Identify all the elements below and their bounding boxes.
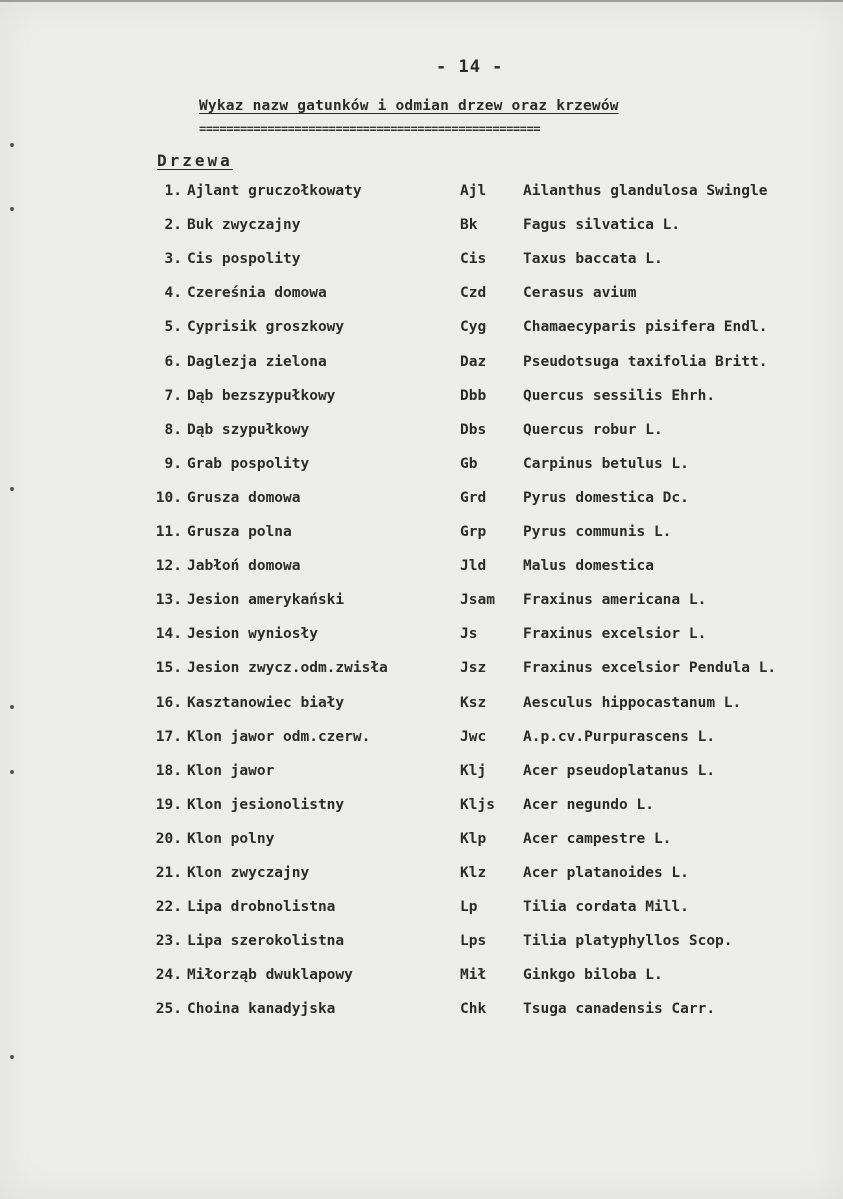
latin-name: Malus domestica: [523, 558, 654, 575]
item-number: 3.: [164, 251, 182, 268]
polish-name: Jesion amerykański: [187, 592, 345, 609]
abbreviation: Kljs: [460, 796, 495, 813]
item-number: 13.: [155, 592, 182, 609]
abbreviation: Ajl: [460, 183, 487, 199]
item-number: 16.: [155, 694, 182, 711]
latin-name: Ailanthus glandulosa Swingle: [523, 183, 768, 199]
polish-name: Klon polny: [187, 830, 275, 847]
latin-name: Cerasus avium: [523, 285, 637, 302]
latin-name: Fagus silvatica L.: [523, 217, 681, 234]
latin-name: Fraxinus excelsior Pendula L.: [523, 660, 777, 677]
latin-name: Chamaecyparis pisifera Endl.: [523, 319, 768, 336]
item-number: 19.: [155, 796, 182, 813]
abbreviation: Dbs: [460, 421, 487, 438]
abbreviation: Ksz: [460, 694, 487, 711]
page-number: - 14 -: [436, 57, 504, 77]
item-number: 1.: [164, 183, 182, 199]
latin-name: Pyrus communis L.: [523, 524, 672, 540]
section-heading: Drzewa: [157, 151, 233, 170]
item-number: 20.: [155, 830, 182, 847]
list-item: [0, 899, 843, 929]
latin-name: Ginkgo biloba L.: [523, 967, 663, 984]
abbreviation: Mił: [460, 967, 487, 984]
polish-name: Grab pospolity: [187, 455, 310, 472]
polish-name: Buk zwyczajny: [187, 217, 301, 234]
polish-name: Cyprisik groszkowy: [187, 319, 345, 336]
item-number: 21.: [155, 865, 182, 881]
polish-name: Dąb szypułkowy: [187, 421, 310, 438]
polish-name: Dąb bezszypułkowy: [187, 387, 336, 404]
list-item: [0, 183, 843, 213]
abbreviation: Jld: [460, 558, 487, 575]
latin-name: Pseudotsuga taxifolia Britt.: [523, 353, 768, 370]
latin-name: A.p.cv.Purpurascens L.: [523, 728, 716, 745]
item-number: 10.: [155, 489, 182, 506]
latin-name: Taxus baccata L.: [523, 251, 663, 268]
polish-name: Ajlant gruczołkowaty: [187, 183, 362, 199]
latin-name: Carpinus betulus L.: [523, 455, 689, 472]
item-number: 9.: [164, 455, 182, 472]
list-item: [0, 797, 843, 827]
list-item: [0, 354, 843, 384]
item-number: 25.: [155, 1001, 182, 1018]
list-item: [0, 217, 843, 247]
abbreviation: Jsz: [460, 660, 487, 677]
polish-name: Lipa drobnolistna: [187, 899, 336, 916]
item-number: 14.: [155, 626, 182, 643]
item-number: 2.: [164, 217, 182, 234]
item-number: 6.: [164, 353, 182, 370]
abbreviation: Czd: [460, 285, 487, 302]
latin-name: Acer platanoides L.: [523, 865, 689, 881]
item-number: 5.: [164, 319, 182, 336]
abbreviation: Klz: [460, 865, 487, 881]
latin-name: Quercus sessilis Ehrh.: [523, 387, 716, 404]
abbreviation: Lps: [460, 933, 487, 950]
polish-name: Daglezja zielona: [187, 353, 327, 370]
list-item: [0, 865, 843, 895]
polish-name: Lipa szerokolistna: [187, 933, 345, 950]
list-item: [0, 1001, 843, 1031]
polish-name: Jesion zwycz.odm.zwisła: [187, 660, 388, 677]
list-item: [0, 660, 843, 690]
abbreviation: Chk: [460, 1001, 487, 1018]
abbreviation: Daz: [460, 353, 487, 370]
polish-name: Miłorząb dwuklapowy: [187, 967, 353, 984]
latin-name: Tsuga canadensis Carr.: [523, 1001, 716, 1018]
abbreviation: Gb: [460, 455, 478, 472]
latin-name: Tilia cordata Mill.: [523, 899, 689, 916]
polish-name: Klon jawor: [187, 762, 275, 779]
title-double-rule: ==================================================: [199, 122, 541, 136]
abbreviation: Dbb: [460, 387, 487, 404]
abbreviation: Jsam: [460, 592, 495, 609]
latin-name: Acer campestre L.: [523, 830, 672, 847]
polish-name: Klon zwyczajny: [187, 865, 310, 881]
abbreviation: Grp: [460, 524, 487, 540]
latin-name: Quercus robur L.: [523, 421, 663, 438]
list-item: [0, 831, 843, 861]
latin-name: Fraxinus excelsior L.: [523, 626, 707, 643]
latin-name: Fraxinus americana L.: [523, 592, 707, 609]
list-item: [0, 388, 843, 418]
list-item: [0, 285, 843, 315]
abbreviation: Grd: [460, 489, 487, 506]
polish-name: Jesion wyniosły: [187, 626, 318, 643]
item-number: 22.: [155, 899, 182, 916]
list-item: [0, 524, 843, 554]
list-item: [0, 251, 843, 281]
list-item: [0, 490, 843, 520]
polish-name: Kasztanowiec biały: [187, 694, 345, 711]
abbreviation: Cyg: [460, 319, 487, 336]
polish-name: Jabłoń domowa: [187, 558, 301, 575]
item-number: 23.: [155, 933, 182, 950]
item-number: 24.: [155, 967, 182, 984]
list-item: [0, 933, 843, 963]
list-item: [0, 592, 843, 622]
page-title: Wykaz nazw gatunków i odmian drzew oraz krzewów: [199, 98, 619, 114]
list-item: [0, 695, 843, 725]
item-number: 12.: [155, 558, 182, 575]
polish-name: Czereśnia domowa: [187, 285, 327, 302]
abbreviation: Bk: [460, 217, 478, 234]
polish-name: Klon jesionolistny: [187, 796, 345, 813]
polish-name: Grusza domowa: [187, 489, 301, 506]
latin-name: Aesculus hippocastanum L.: [523, 694, 742, 711]
abbreviation: Klj: [460, 762, 487, 779]
abbreviation: Cis: [460, 251, 487, 268]
abbreviation: Lp: [460, 899, 478, 916]
item-number: 18.: [155, 762, 182, 779]
list-item: [0, 763, 843, 793]
polish-name: Klon jawor odm.czerw.: [187, 728, 371, 745]
item-number: 15.: [155, 660, 182, 677]
item-number: 17.: [155, 728, 182, 745]
list-item: [0, 729, 843, 759]
abbreviation: Jwc: [460, 728, 487, 745]
list-item: [0, 558, 843, 588]
polish-name: Choina kanadyjska: [187, 1001, 336, 1018]
list-item: [0, 626, 843, 656]
abbreviation: Klp: [460, 830, 487, 847]
list-item: [0, 456, 843, 486]
latin-name: Tilia platyphyllos Scop.: [523, 933, 733, 950]
polish-name: Cis pospolity: [187, 251, 301, 268]
latin-name: Pyrus domestica Dc.: [523, 489, 689, 506]
latin-name: Acer negundo L.: [523, 796, 654, 813]
list-item: [0, 319, 843, 349]
list-item: [0, 422, 843, 452]
latin-name: Acer pseudoplatanus L.: [523, 762, 716, 779]
list-item: [0, 967, 843, 997]
item-number: 11.: [155, 524, 182, 540]
polish-name: Grusza polna: [187, 524, 292, 540]
item-number: 8.: [164, 421, 182, 438]
item-number: 7.: [164, 387, 182, 404]
item-number: 4.: [164, 285, 182, 302]
abbreviation: Js: [460, 626, 478, 643]
